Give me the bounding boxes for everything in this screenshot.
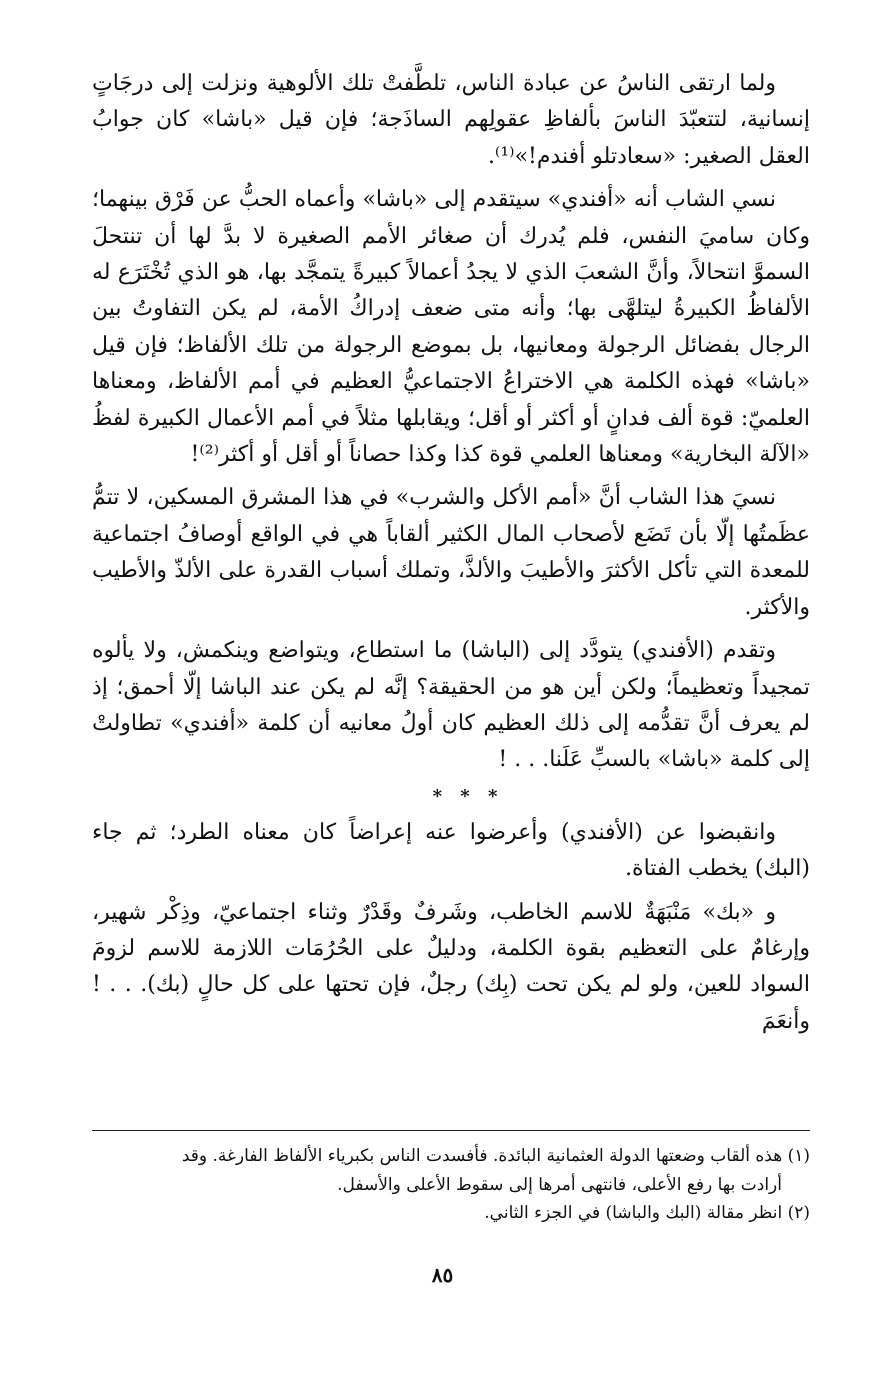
footnote-2: (٢) انظر مقالة (البك والباشا) في الجزء الثاني. (484, 1203, 810, 1223)
footnote-1: (١) هذه ألقاب وضعتها الدولة العثمانية البائدة. فأفسدت الناس بكبرياء الألفاظ الفارغة. وقد (181, 1146, 810, 1166)
footnote-divider (92, 1130, 810, 1131)
paragraph-3: نسيَ هذا الشاب أنَّ «أمم الأكل والشرب» في هذا المشرق المسكين، لا تتمُّ عظَمتُها إلّا بأن تَضَع لأصحاب المال الكثير ألقاباً هي في الواقع أوصافُ اجتماعية للمعدة التي تأكل الأكثرَ والأطيبَ والألذَّ، وتملك أسباب القدرة على الألذّ والأطيب والأكثر. (92, 485, 810, 620)
paragraph-6: و «بك» مَنْبَهَةٌ للاسم الخاطب، وشَرفٌ وقَدْرٌ وثناء اجتماعيّ، وذِكْر شهير، وإرغامٌ على التعظيم بقوة الكلمة، ودليلٌ على الحُرُمَات اللازمة للاسم لزومَ السواد للعين، ولو لم يكن تحت (بِك) رجلٌ، فإن تحتها على كل حالٍ (بك). . . ! وأنعَمَ (92, 899, 810, 1034)
paragraph-5: وانقبضوا عن (الأفندي) وأعرضوا عنه إعراضاً كان معناه الطرد؛ ثم جاء (البك) يخطب الفتاة. (92, 819, 810, 882)
paragraph-4: وتقدم (الأفندي) يتودَّد إلى (الباشا) ما استطاع، ويتواضع وينكمش، ولا يألوه تمجيداً وتعظيماً؛ ولكن أين هو من الحقيقة؟ إنَّه لم يكن عند الباشا إلّا أحمق؛ إذ لم يعرف أنَّ تقدُّمه إلى ذلك العظيم كان أولُ معانيه أن كلمة «أفندي» تطاولتْ إلى كلمة «باشا» بالسبِّ عَلَنا. . . ! (92, 638, 810, 773)
main-text-body (92, 66, 810, 1040)
footnotes (92, 1142, 810, 1228)
section-separator: * * * (432, 785, 504, 807)
paragraph-1: ولما ارتقى الناسُ عن عبادة الناس، تلطَّفتْ تلك الألوهية ونزلت إلى درجَاتٍ إنسانية، لتتعبّدَ الناسَ بألفاظِ عقولِهم الساذَجة؛ فإن قيل «باشا» كان جوابُ العقل الصغير: «سعادتلو أفندم!»⁽¹⁾. (92, 71, 810, 169)
footnote-1-continuation: أرادت بها رفع الأعلى، فانتهى أمرها إلى سقوط الأعلى والأسفل. (337, 1174, 782, 1195)
page-number: ٨٥ (431, 1263, 454, 1287)
paragraph-2: نسي الشاب أنه «أفندي» سيتقدم إلى «باشا» وأعماه الحبُّ عن فَرْق بينهما؛ وكان ساميَ النفس، فلم يُدرك أن صغائر الأمم الصغيرة لا بدَّ لها أن تنتحلَ السموَّ انتحالاً، وأنَّ الشعبَ الذي لا يجدُ أعمالاً كبيرةً يتمجَّد بها، هو الذي تُخْتَرَع له الألفاظُ الكبيرةُ ليتلهَّى بها؛ وأنه متى ضعف إدراكُ الأمة، لم يكن التفاوتُ بين الرجال بفضائل الرجولة ومعانيها، بل بموضع الرجولة من تلك الألفاظ؛ فإن قيل «باشا» فهذه الكلمة هي الاختراعُ الاجتماعيُّ العظيم في أمم الألفاظ، ومعناها العلميّ: قوة ألف فدانٍ أو أكثر أو أقل؛ ويقابلها مثلاً في أمم الأعمال الكبيرة لفظُ «الآلة البخارية» ومعناها العلمي قوة كذا وكذا حصاناً أو أقل أو أكثر⁽²⁾! (92, 187, 810, 468)
